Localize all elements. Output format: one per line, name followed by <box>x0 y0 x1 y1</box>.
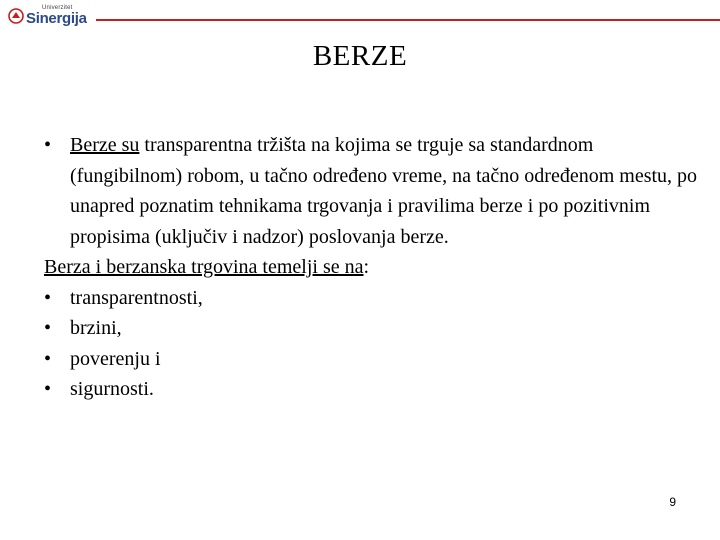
basis-heading: Berza i berzanska trgovina temelji se na <box>44 256 364 278</box>
basis-heading-row <box>44 252 704 283</box>
bullet-marker: • <box>44 317 52 339</box>
list-item <box>44 374 704 405</box>
logo-emblem-icon <box>8 8 24 24</box>
logo-subtitle: Univerzitet <box>42 5 73 11</box>
list-item-text: sigurnosti. <box>70 378 154 400</box>
list-item-text: brzini, <box>70 317 122 339</box>
bullet-marker: • <box>44 286 52 309</box>
definition-text <box>70 130 704 252</box>
list-item <box>44 313 704 344</box>
list-item-text: transparentnosti, <box>70 286 203 309</box>
basis-heading-colon: : <box>363 256 370 278</box>
page-number: 9 <box>669 495 676 509</box>
bullet-marker: • <box>44 134 52 156</box>
list-item-text: poverenju i <box>70 347 161 370</box>
bullet-marker: • <box>44 347 52 370</box>
logo-name: Sinergija <box>26 10 87 27</box>
header-bar <box>0 0 720 34</box>
definition-bullet <box>44 130 704 252</box>
slide-title: BERZE <box>312 40 408 72</box>
list-item <box>44 283 704 314</box>
definition-term: Berze su <box>70 134 140 156</box>
definition-body: transparentna tržišta na kojima se trguje sa standardnom (fungibilnom) robom, u tačno određeno vreme, na tačno određenom mestu, po unapred poznatim tehnikama trgovanja i pravilima berze i po pozitivnim propisima (uključiv i nadzor) poslovanja berze. <box>70 134 698 248</box>
university-logo <box>8 5 92 31</box>
slide-content <box>44 130 704 405</box>
bullet-marker: • <box>44 378 52 400</box>
header-divider <box>96 19 720 21</box>
list-item <box>44 344 704 375</box>
